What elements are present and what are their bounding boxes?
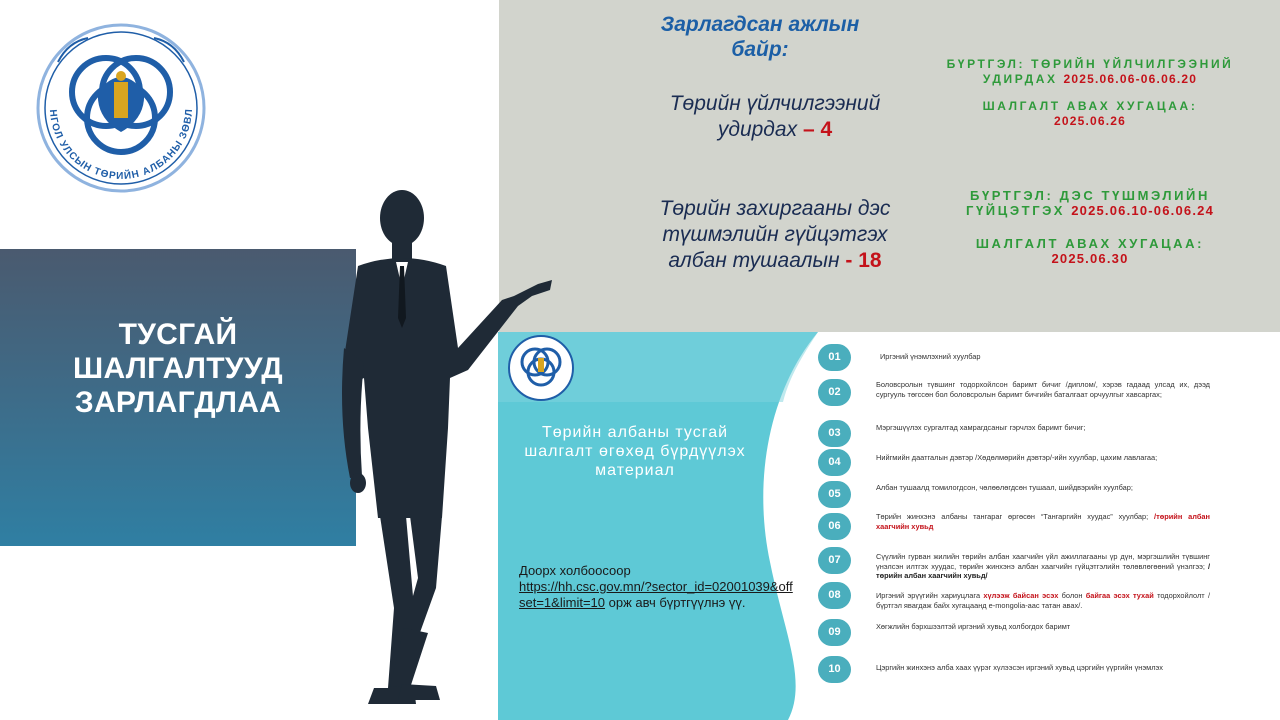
material-item xyxy=(876,512,1210,531)
registration-dates: 2025.06.10-06.06.24 xyxy=(1071,203,1214,218)
exam-label: ШАЛГАЛТ АВАХ ХУГАЦАА: xyxy=(982,99,1198,113)
registration-label: БҮРТГЭЛ: ТӨРИЙН ҮЙЛЧИЛГЭЭНИЙ УДИРДАХ xyxy=(946,57,1234,86)
banner-line: ЗАРЛАГДЛАА xyxy=(74,386,282,419)
vacancy-item xyxy=(650,196,900,274)
material-item-text: тодорхойлолт /бүртгэл явагдаж байх хугацаанд e-mongolia-аас татан авах/. xyxy=(876,591,1210,610)
vacancy-label: Төрийн захиргааны дэс түшмэлийн гүйцэтгэх албан тушаалын xyxy=(659,197,891,272)
registration-link-text xyxy=(519,563,799,611)
registration-label: БҮРТГЭЛ: ДЭС ТҮШМЭЛИЙН ГҮЙЦЭТГЭХ xyxy=(965,188,1210,218)
item-number-badge: 09 xyxy=(818,619,851,646)
registration-dates: 2025.06.06-06.06.20 xyxy=(1063,72,1198,86)
item-number-badge: 04 xyxy=(818,449,851,476)
material-item: Боловсролын түвшинг тодорхойлсон баримт бичиг /диплом/, хэрэв гадаад улсад их, дээд сургууль төгссөн бол боловсролын баримт бичгийн баталгаат орчуулгыг хавсаргах; xyxy=(876,380,1210,399)
material-item-text: Сүүлийн гурван жилийн төрийн албан хаагчийн үйл ажиллагааны үр дүн, мэргэшлийн түвшинг үнэлсэн илтгэх хуудас, төрийн жинхэнэ албан хаагчийн гүйцэтгэлийн төлөвлөгөөний үнэлгээ; xyxy=(876,552,1210,571)
vacancy-panel xyxy=(499,0,1280,332)
material-item: Албан тушаалд томилогдсон, чөлөөлөгдсөн тушаал, шийдвэрийн хуулбар; xyxy=(876,483,1133,492)
item-number-badge: 01 xyxy=(818,344,851,371)
vacancy-count: – 4 xyxy=(802,118,833,141)
vacancy-count: - 18 xyxy=(845,249,882,272)
item-number-badge: 07 xyxy=(818,547,851,574)
material-item-text: болон xyxy=(1061,591,1083,600)
emblem-icon xyxy=(28,22,214,194)
item-number-badge: 08 xyxy=(818,582,851,609)
material-item-text: Төрийн жинхэнэ албаны тангараг өргөсөн “Тангаргийн хуудас” хуулбар; xyxy=(876,512,1149,521)
exam-period-1 xyxy=(930,99,1250,129)
exam-label: ШАЛГАЛТ АВАХ ХУГАЦАА: xyxy=(975,236,1205,251)
banner-line: ШАЛГАЛТУУД xyxy=(73,352,283,385)
material-item: Иргэний үнэмлэхний хуулбар xyxy=(880,352,981,361)
material-item-text: Иргэний эрүүгийн хариуцлага xyxy=(876,591,981,600)
item-number-badge: 05 xyxy=(818,481,851,508)
vacancy-item xyxy=(640,91,910,143)
material-item: Хөгжлийн бэрхшээлтэй иргэний хувьд холбогдох баримт xyxy=(876,622,1071,631)
item-number-badge: 02 xyxy=(818,379,851,406)
material-item-highlight: хүлээж байсан эсэх xyxy=(983,591,1059,600)
registration-period-1 xyxy=(930,57,1250,87)
council-logo xyxy=(28,22,214,194)
vacancy-label: Төрийн үйлчилгээний удирдах xyxy=(669,92,881,141)
banner-title xyxy=(0,318,356,420)
registration-link[interactable]: https://hh.csc.gov.mn/?sector_id=02001039&offset=1&limit=10 xyxy=(519,579,793,610)
material-item-note: /төрийн албан хаагчийн хувьд/ xyxy=(876,561,1210,580)
material-item: Мэргэшүүлэх сургалтад хамрагдсаныг гэрчлэх баримт бичиг; xyxy=(876,423,1086,432)
vacancy-title: Зарлагдсан ажлын байр: xyxy=(660,13,860,61)
link-suffix: орж авч бүртгүүлнэ үү. xyxy=(608,595,746,610)
link-prefix: Доорх холбоосоор xyxy=(519,563,631,578)
banner-line: ТУСГАЙ xyxy=(118,318,238,351)
material-item xyxy=(876,591,1210,610)
materials-title: Төрийн албаны тусгай шалгалт өгөхөд бүрдүүлэх материал xyxy=(524,424,746,479)
registration-period-2 xyxy=(920,188,1260,218)
item-number-badge: 03 xyxy=(818,420,851,447)
exam-date: 2025.06.30 xyxy=(1051,251,1129,266)
material-item-note: /төрийн албан хаагчийн хувьд xyxy=(876,512,1210,531)
material-item xyxy=(876,552,1210,581)
item-number-badge: 10 xyxy=(818,656,851,683)
material-item: Нийгмийн даатгалын дэвтэр /Хөдөлмөрийн дэвтэр/-ийн хуулбар, цахим лавлагаа; xyxy=(876,453,1158,462)
exam-period-2 xyxy=(920,236,1260,266)
material-item-highlight: байгаа эсэх тухай xyxy=(1085,591,1154,600)
businessman-silhouette-icon xyxy=(318,188,558,720)
svg-text:МОНГОЛ УЛСЫН ТӨРИЙН АЛБАНЫ ЗӨВ: НГОЛ УЛСЫН ТӨРИЙН АЛБАНЫ ЗӨВЛ xyxy=(46,107,196,183)
material-item: Цэргийн жинхэнэ алба хаах үүрэг хүлээсэн иргэний хувьд цэргийн үүргийн үнэмлэх xyxy=(876,663,1163,672)
item-number-badge: 06 xyxy=(818,513,851,540)
exam-date: 2025.06.26 xyxy=(1053,114,1127,128)
